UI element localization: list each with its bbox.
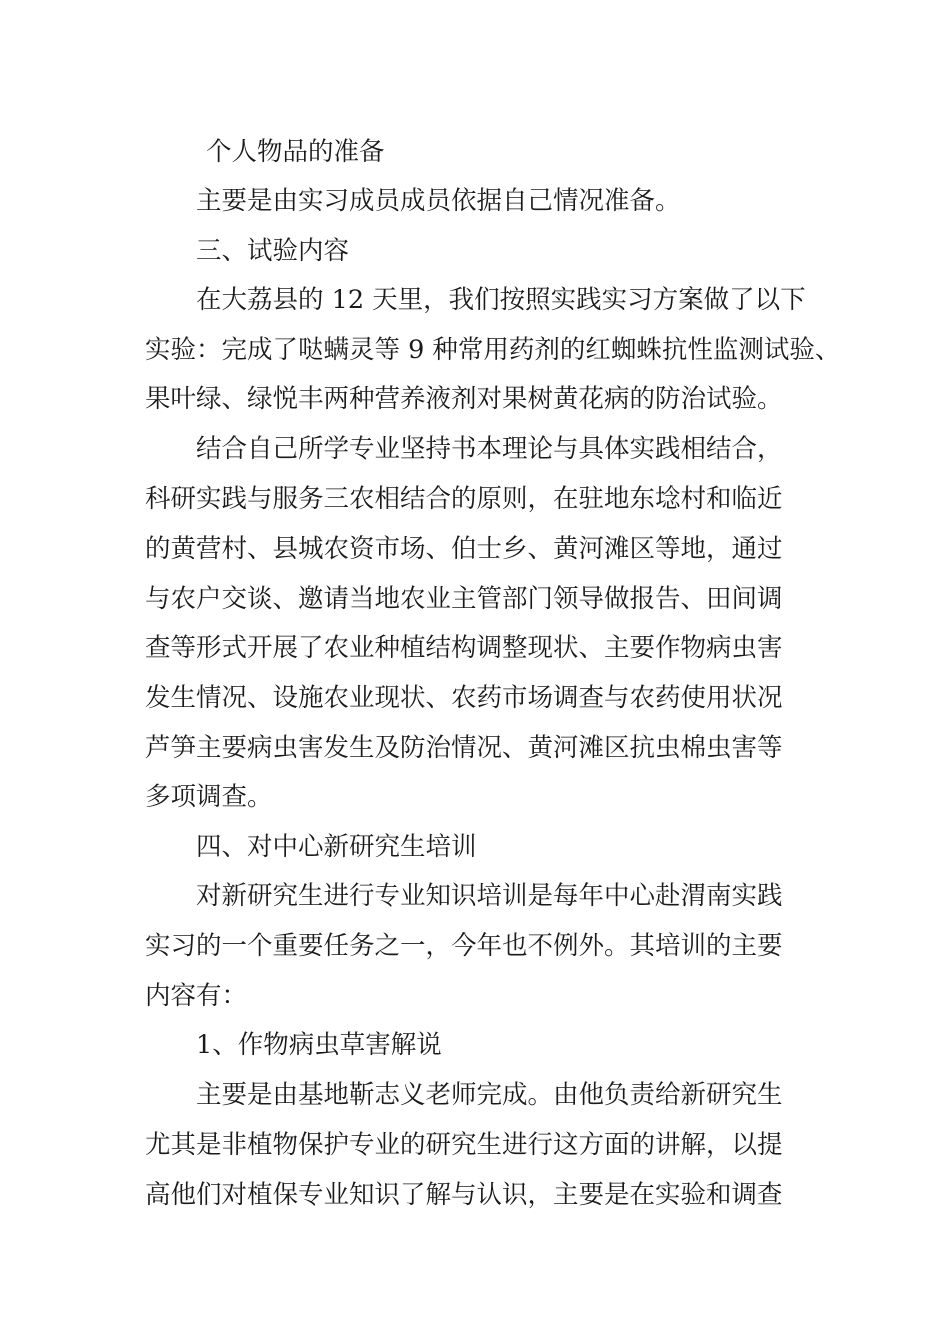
paragraph-line: 果叶绿、绿悦丰两种营养液剂对果树黄花病的防治试验。 [145, 384, 783, 414]
paragraph-line: 在大荔县的 12 天里，我们按照实践实习方案做了以下 [196, 285, 806, 315]
paragraph-line: 高他们对植保专业知识了解与认识，主要是在实验和调查 [145, 1180, 783, 1210]
section-heading-new-student-training: 四、对中心新研究生培训 [196, 832, 477, 862]
paragraph-line: 的黄营村、县城农资市场、伯士乡、黄河滩区等地，通过 [145, 534, 783, 564]
paragraph-line: 多项调查。 [145, 782, 273, 812]
paragraph-heading-personal-items: 个人物品的准备 [206, 137, 385, 167]
paragraph-line: 发生情况、设施农业现状、农药市场调查与农药使用状况 [145, 683, 783, 713]
paragraph-line: 尤其是非植物保护专业的研究生进行这方面的讲解，以提 [145, 1130, 783, 1160]
paragraph-line: 主要是由实习成员成员依据自己情况准备。 [196, 186, 681, 216]
paragraph-line: 内容有： [145, 981, 248, 1011]
paragraph-line: 结合自己所学专业坚持书本理论与具体实践相结合， [196, 434, 783, 464]
paragraph-line: 实习的一个重要任务之一，今年也不例外。其培训的主要 [145, 931, 783, 961]
paragraph-line: 主要是由基地靳志义老师完成。由他负责给新研究生 [196, 1080, 783, 1110]
subsection-heading-pest-explanation: 1、作物病虫草害解说 [196, 1030, 442, 1060]
paragraph-line: 芦笋主要病虫害发生及防治情况、黄河滩区抗虫棉虫害等 [145, 733, 783, 763]
paragraph-line: 查等形式开展了农业种植结构调整现状、主要作物病虫害 [145, 633, 783, 663]
paragraph-line: 实验：完成了哒螨灵等 9 种常用药剂的红蜘蛛抗性监测试验、 [145, 335, 841, 365]
section-heading-test-content: 三、试验内容 [196, 236, 350, 266]
paragraph-line: 科研实践与服务三农相结合的原则，在驻地东埝村和临近 [145, 484, 783, 514]
paragraph-line: 对新研究生进行专业知识培训是每年中心赴渭南实践 [196, 881, 783, 911]
paragraph-line: 与农户交谈、邀请当地农业主管部门领导做报告、田间调 [145, 584, 783, 614]
